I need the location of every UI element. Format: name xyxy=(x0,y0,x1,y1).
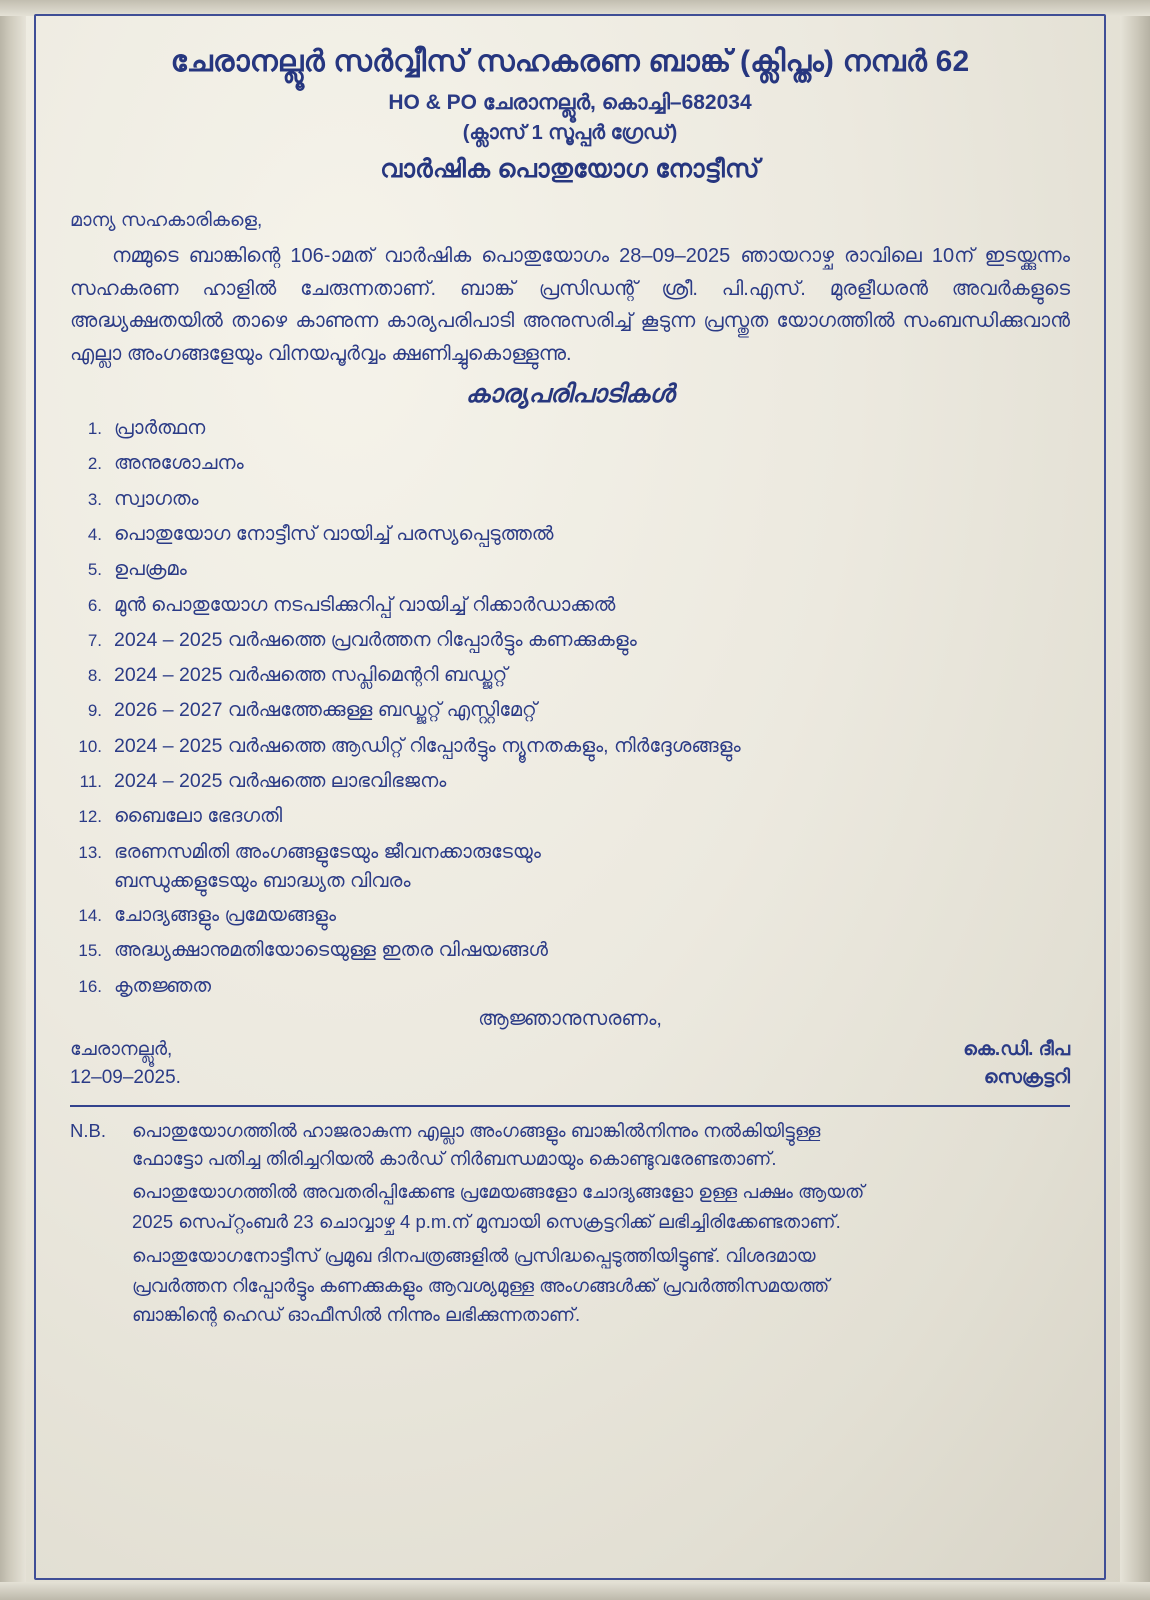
agenda-text: 2024 – 2025 വര്‍ഷത്തെ ആഡിറ്റ് റിപ്പോര്‍ട്ടും ന്യൂനതകളും, നിര്‍ദ്ദേശങ്ങളും xyxy=(114,734,741,757)
agenda-text: അനുശോചനം xyxy=(114,452,244,475)
agenda-number: 8. xyxy=(87,666,102,686)
signature-place: ചേരാനല്ലൂര്‍, xyxy=(70,1038,173,1060)
list-item xyxy=(70,592,1070,618)
body-paragraph: നമ്മുടെ ബാങ്കിന്റെ 106-ാമത് വാര്‍ഷിക പൊതുയോഗം 28–09–2025 ഞായറാഴ്ച രാവിലെ 10ന് ഇടയ്ക്കുന്നം സഹകരണ ഹാളില്‍ ചേരുന്നതാണ്. ബാങ്ക് പ്രസിഡന്റ് ശ്രീ. പി.എസ്. മുരളീധരന്‍ അവര്‍കളുടെ അദ്ധ്യക്ഷതയില്‍ താഴെ കാണുന്ന കാര്യപരിപാടി അനുസരിച്ച് കൂടുന്ന പ്രസ്തുത യോഗത്തില്‍ സംബന്ധിക്കുവാന്‍ എല്ലാ അംഗങ്ങളേയും വിനയപൂര്‍വ്വം ക്ഷണിച്ചുകൊള്ളുന്നു. xyxy=(70,245,1070,365)
by-order-text: ആജ്ഞാനുസരണം, xyxy=(478,1007,662,1030)
agenda-number: 11. xyxy=(79,772,102,792)
agenda-number: 15. xyxy=(78,941,102,961)
note-line-3: പൊതുയോഗത്തില്‍ അവതരിപ്പിക്കേണ്ട പ്രമേയങ്ങളോ ചോദ്യങ്ങളോ ഉള്ള പക്ഷം ആയത് xyxy=(132,1181,865,1203)
signatory-name: കെ.ഡി. ദീപ xyxy=(963,1038,1070,1060)
agenda-number: 1. xyxy=(87,418,102,438)
agenda-number: 12. xyxy=(78,807,102,827)
agenda-text: 2024 – 2025 വര്‍ഷത്തെ സപ്ലിമെന്ററി ബഡ്ജറ്റ് xyxy=(114,664,508,687)
list-item xyxy=(70,839,1070,865)
bank-class-line: (ക്ലാസ് 1 സൂപ്പര്‍ ഗ്രേഡ്) xyxy=(462,122,678,145)
divider xyxy=(70,1105,1070,1107)
agenda-number: 16. xyxy=(78,976,102,996)
agenda-number: 7. xyxy=(87,630,102,650)
agenda-text-continuation: ബന്ധുക്കളുടേയും ബാദ്ധ്യത വിവരം xyxy=(114,870,411,893)
agenda-text: മുന്‍ പൊതുയോഗ നടപടിക്കുറിപ്പ് വായിച്ച് റിക്കാര്‍ഡാക്കല്‍ xyxy=(114,593,616,616)
list-item xyxy=(70,415,1070,441)
agenda-number: 13. xyxy=(78,842,102,862)
paper-edge-left xyxy=(0,0,26,1600)
agenda-text: 2026 – 2027 വര്‍ഷത്തേക്കുള്ള ബഡ്ജറ്റ് എസ്റ്റിമേറ്റ് xyxy=(114,699,537,722)
bank-name-heading: ചേരാനല്ലൂര്‍ സര്‍വ്വീസ് സഹകരണ ബാങ്ക് (ക്ലിപ്തം) നമ്പര്‍ 62 xyxy=(170,45,970,78)
agenda-text: ഭരണസമിതി അംഗങ്ങളുടേയും ജീവനക്കാരുടേയും xyxy=(114,840,541,863)
list-item xyxy=(70,973,1070,999)
agenda-number: 10. xyxy=(78,736,102,756)
agenda-number: 14. xyxy=(78,906,102,926)
paper-edge-right xyxy=(1120,0,1150,1600)
bank-address: HO & PO ചേരാനല്ലൂര്‍, കൊച്ചി–682034 xyxy=(388,91,752,115)
list-item xyxy=(70,733,1070,759)
agenda-number: 9. xyxy=(87,701,102,721)
list-item xyxy=(70,486,1070,512)
list-item xyxy=(70,768,1070,794)
salutation: മാന്യ സഹകാരികളെ, xyxy=(70,210,263,232)
note-line-4: 2025 സെപ്റ്റംബര്‍ 23 ചൊവ്വാഴ്ച 4 p.m.ന് മുമ്പായി സെക്രട്ടറിക്ക് ലഭിച്ചിരിക്കേണ്ടതാണ്. xyxy=(132,1211,841,1233)
agenda-text: 2024 – 2025 വര്‍ഷത്തെ ലാഭവിഭജനം xyxy=(114,770,447,793)
signatory-designation: സെക്രട്ടറി xyxy=(983,1066,1070,1088)
agenda-list xyxy=(70,415,1070,999)
agenda-text: കൃതജ്ഞത xyxy=(114,974,211,997)
note-line-1: പൊതുയോഗത്തില്‍ ഹാജരാകുന്ന എല്ലാ അംഗങ്ങളും ബാങ്കില്‍നിന്നും നല്‍കിയിട്ടുള്ള xyxy=(132,1119,821,1141)
agenda-text: ബൈലോ ഭേദഗതി xyxy=(114,805,283,828)
list-item xyxy=(70,627,1070,653)
list-item xyxy=(70,556,1070,582)
note-line-7: ബാങ്കിന്റെ ഹെഡ് ഓഫീസില്‍ നിന്നും ലഭിക്കുന്നതാണ്. xyxy=(132,1304,581,1326)
list-item xyxy=(70,662,1070,688)
signature-date: 12–09–2025. xyxy=(70,1066,181,1088)
notice-title: വാര്‍ഷിക പൊതുയോഗ നോട്ടീസ് xyxy=(380,155,760,184)
notice-sheet xyxy=(34,14,1106,1580)
list-item xyxy=(70,803,1070,829)
agenda-text: പൊതുയോഗ നോട്ടീസ് വായിച്ച് പരസ്യപ്പെടുത്തല്‍ xyxy=(114,522,554,545)
note-line-6: പ്രവര്‍ത്തന റിപ്പോര്‍ട്ടും കണക്കുകളും ആവശ്യമുള്ള അംഗങ്ങള്‍ക്ക് പ്രവര്‍ത്തിസമയത്ത് xyxy=(132,1274,830,1296)
agenda-text: 2024 – 2025 വര്‍ഷത്തെ പ്രവര്‍ത്തന റിപ്പോര്‍ട്ടും കണക്കുകളും xyxy=(114,628,637,651)
note-first-row xyxy=(70,1117,1070,1145)
signature-right xyxy=(963,1039,1070,1095)
agenda-number: 3. xyxy=(87,489,102,509)
note-label: N.B. xyxy=(70,1119,106,1141)
agenda-text: പ്രാര്‍ത്ഥന xyxy=(114,416,206,439)
agenda-number: 4. xyxy=(87,524,102,544)
agenda-text: ചോദ്യങ്ങളും പ്രമേയങ്ങളും xyxy=(114,904,337,927)
agenda-number: 2. xyxy=(87,454,102,474)
agenda-text: ഉപക്രമം xyxy=(114,558,187,581)
agenda-number: 6. xyxy=(87,595,102,615)
agenda-text: അദ്ധ്യക്ഷാനുമതിയോടെയുള്ള ഇതര വിഷയങ്ങള്‍ xyxy=(114,939,548,962)
list-item xyxy=(70,902,1070,928)
signature-left xyxy=(70,1039,181,1095)
paper-edge-bottom xyxy=(0,1582,1150,1600)
note-line-5: പൊതുയോഗനോട്ടീസ് പ്രമുഖ ദിനപത്രങ്ങളില്‍ പ്രസിദ്ധപ്പെടുത്തിയിട്ടുണ്ട്. വിശദമായ xyxy=(132,1244,816,1266)
agenda-number: 5. xyxy=(87,560,102,580)
list-item xyxy=(70,450,1070,476)
agenda-text: സ്വാഗതം xyxy=(114,487,199,510)
note-line-2: ഫോട്ടോ പതിച്ച തിരിച്ചറിയല്‍ കാര്‍ഡ് നിര്‍ബന്ധമായും കൊണ്ടുവരേണ്ടതാണ്. xyxy=(132,1147,777,1169)
signature-block xyxy=(70,1039,1070,1095)
list-item xyxy=(70,697,1070,723)
list-item xyxy=(70,521,1070,547)
agenda-heading: കാര്യപരിപാടികള്‍ xyxy=(465,379,675,408)
list-item xyxy=(70,937,1070,963)
note-section xyxy=(70,1117,1070,1329)
